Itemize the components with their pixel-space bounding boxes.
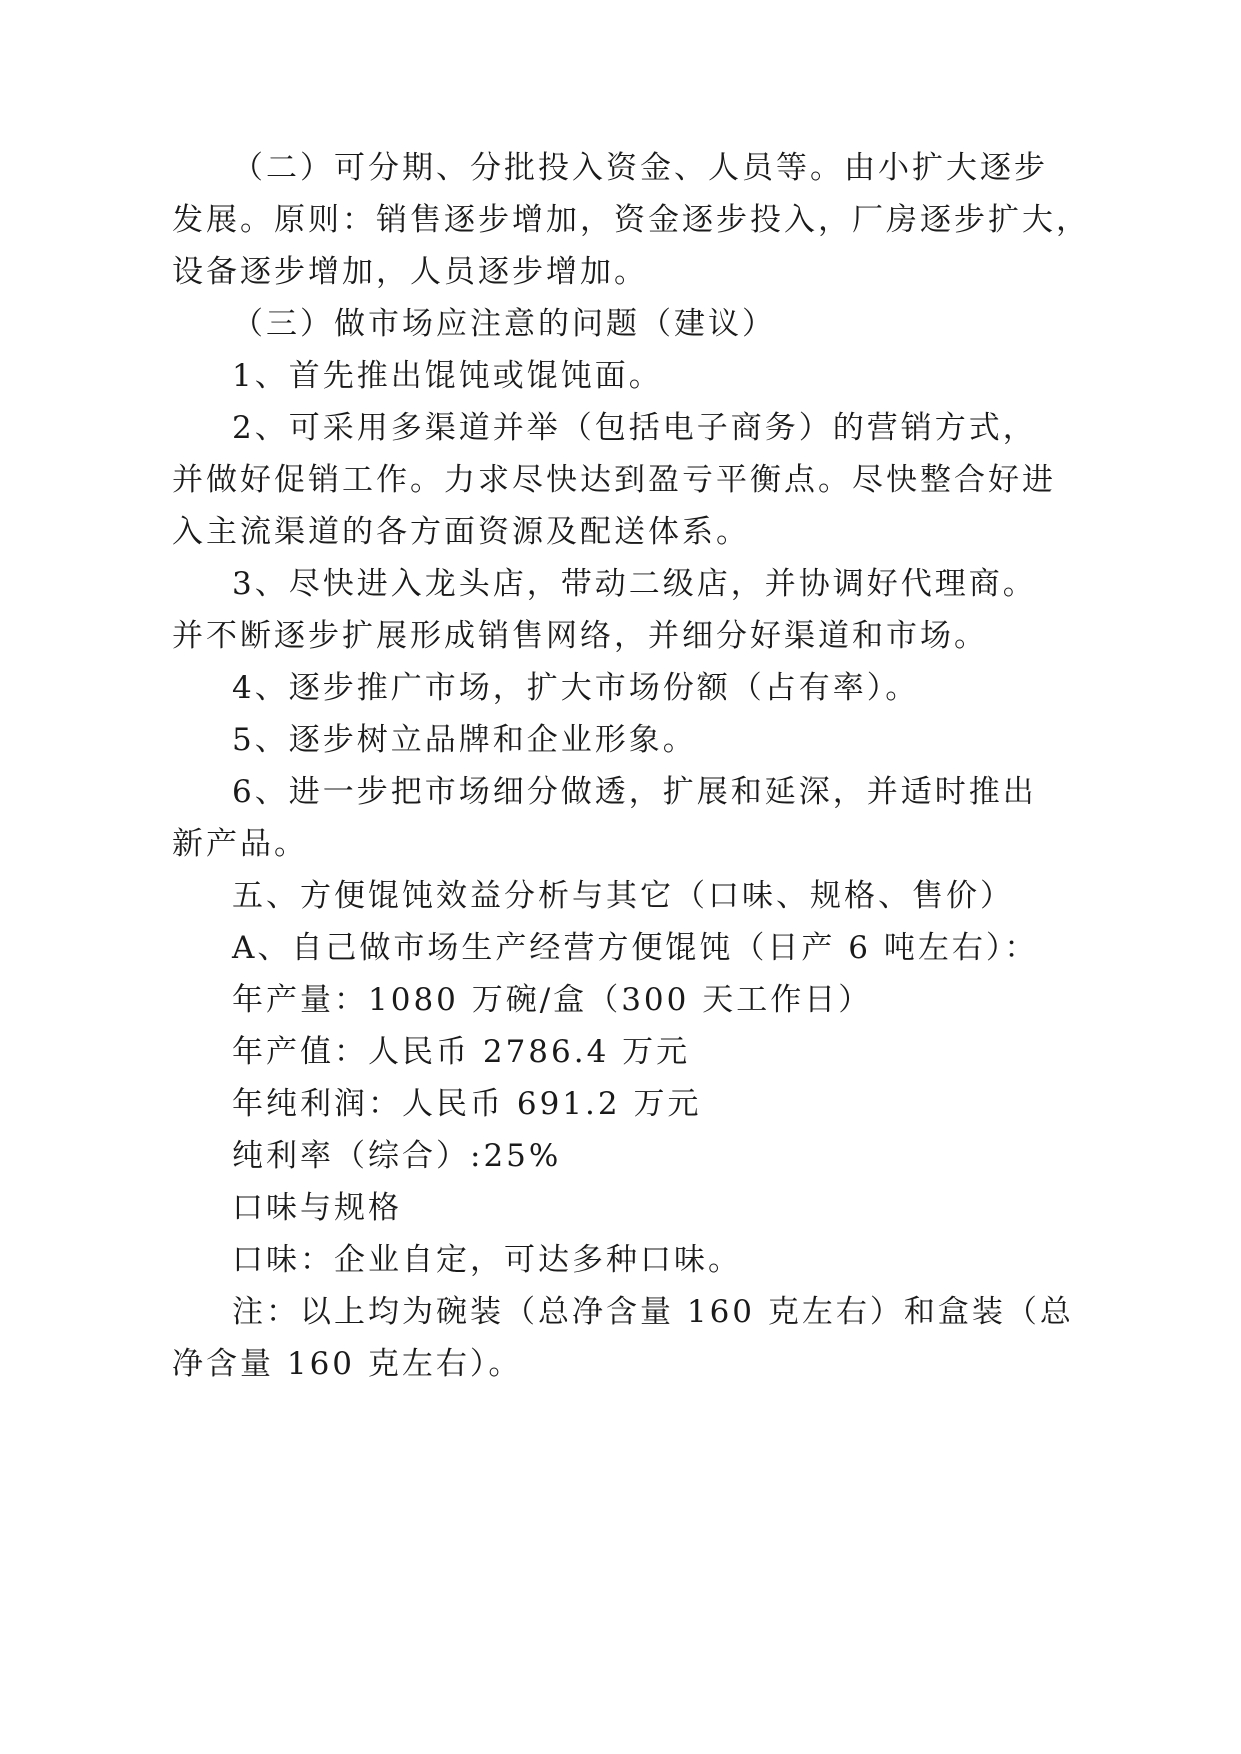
list-item-3: 3、尽快进入龙头店，带动二级店，并协调好代理商。 — [232, 566, 1037, 602]
profit-rate-line: 纯利率（综合）:25% — [232, 1138, 562, 1174]
list-item-1: 1、首先推出馄饨或馄饨面。 — [232, 358, 663, 394]
list-item-2-cont-1: 并做好促销工作。力求尽快达到盈亏平衡点。尽快整合好进 — [172, 462, 1056, 498]
list-item-4: 4、逐步推广市场，扩大市场份额（占有率）。 — [232, 670, 920, 706]
note-line: 注：以上均为碗装（总净含量 160 克左右）和盒装（总 — [232, 1294, 1074, 1330]
annual-profit-line: 年纯利润：人民币 691.2 万元 — [232, 1086, 702, 1122]
paragraph-line-1: （二）可分期、分批投入资金、人员等。由小扩大逐步 — [232, 150, 1048, 186]
subsection-a: A、自己做市场生产经营方便馄饨（日产 6 吨左右）： — [232, 930, 1039, 966]
annual-value-line: 年产值：人民币 2786.4 万元 — [232, 1034, 691, 1070]
list-item-6: 6、进一步把市场细分做透，扩展和延深，并适时推出 — [232, 774, 1037, 810]
section-heading-5: 五、方便馄饨效益分析与其它（口味、规格、售价） — [232, 878, 1014, 914]
list-item-3-cont: 并不断逐步扩展形成销售网络，并细分好渠道和市场。 — [172, 618, 988, 654]
annual-output-line: 年产量：1080 万碗/盒（300 天工作日） — [232, 982, 873, 1018]
list-item-2: 2、可采用多渠道并举（包括电子商务）的营销方式， — [232, 410, 1037, 446]
list-item-5: 5、逐步树立品牌和企业形象。 — [232, 722, 697, 758]
list-item-6-cont: 新产品。 — [172, 826, 308, 862]
section-heading-3: （三）做市场应注意的问题（建议） — [232, 306, 776, 342]
paragraph-line-3: 设备逐步增加，人员逐步增加。 — [172, 254, 648, 290]
flavor-line: 口味：企业自定，可达多种口味。 — [232, 1242, 742, 1278]
note-line-cont: 净含量 160 克左右）。 — [172, 1346, 523, 1382]
flavor-spec-heading: 口味与规格 — [232, 1190, 402, 1226]
paragraph-line-2: 发展。原则：销售逐步增加，资金逐步投入，厂房逐步扩大， — [172, 202, 1090, 238]
list-item-2-cont-2: 入主流渠道的各方面资源及配送体系。 — [172, 514, 750, 550]
